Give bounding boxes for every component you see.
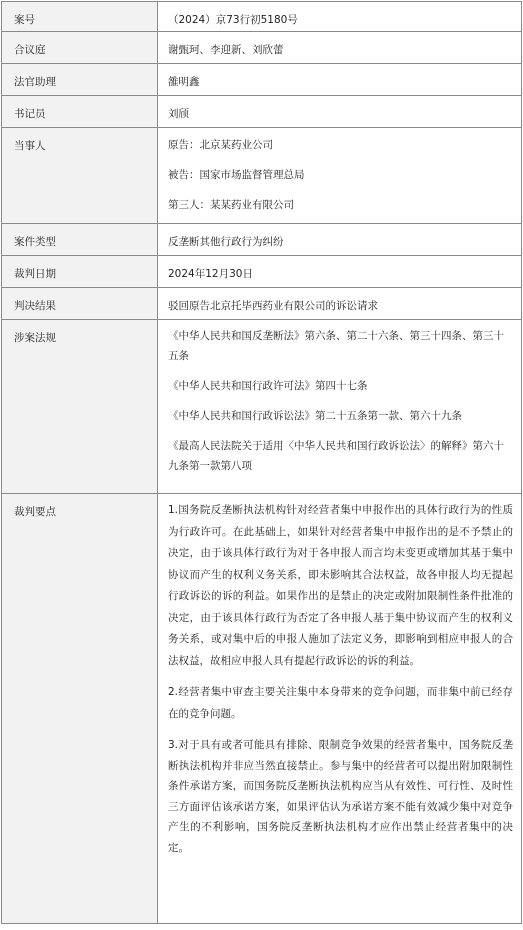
row-clerk: [2, 96, 522, 128]
label-laws: 涉案法规: [2, 320, 158, 494]
value-parties: [158, 128, 522, 224]
law-item: 《中华人民共和国行政许可法》第四十七条: [168, 380, 368, 392]
row-judge-assistant: [2, 64, 522, 96]
value-case-number: （2024）京73行初5180号: [158, 2, 522, 32]
label-judgment-date: 裁判日期: [2, 256, 158, 288]
label-judgment-result: 判决结果: [2, 288, 158, 320]
row-parties: [2, 128, 522, 224]
key-point: 3.对于具有或者可能具有排除、限制竞争效果的经营者集中，国务院反垄断执法机构并非应当然直接禁止。参与集中的经营者可以提出附加限制性条件承诺方案，而国务院反垄断执法机构应当从有效性、可行性、及时性三方面评估该承诺方案，如果评估认为承诺方案不能有效减少集中对竞争产生的不利影响，国务院反垄断执法机构才应作出禁止经营者集中的决定。: [168, 739, 513, 854]
row-panel: [2, 32, 522, 64]
label-parties: 当事人: [2, 128, 158, 224]
key-point: 2.经营者集中审查主要关注集中本身带来的竞争问题，而非集中前已经存在的竞争问题。: [168, 686, 513, 720]
case-info-document: [1, 1, 521, 924]
party-plaintiff: 原告：北京某药业公司: [168, 139, 273, 151]
label-judge-assistant: 法官助理: [2, 64, 158, 96]
row-judgment-date: [2, 256, 522, 288]
value-judgment-date: 2024年12月30日: [158, 256, 522, 288]
law-item: 《最高人民法院关于适用〈中华人民共和国行政诉讼法〉的解释》第六十九条第一款第八项: [168, 440, 504, 472]
row-case-number: [2, 2, 522, 32]
label-case-number: 案号: [2, 2, 158, 32]
value-judge-assistant: 雒明鑫: [158, 64, 522, 96]
case-info-table: [1, 1, 522, 924]
law-item: 《中华人民共和国行政诉讼法》第二十五条第一款、第六十九条: [168, 410, 462, 422]
row-judgment-result: [2, 288, 522, 320]
party-defendant: 被告：国家市场监督管理总局: [168, 169, 305, 181]
key-point: 1.国务院反垄断执法机构针对经营者集中申报作出的具体行政行为的性质为行政许可。在此基础上，如果针对经营者集中申报作出的是不予禁止的决定，由于该具体行政行为对于各申报人而言均未变更或增加其基于集中协议而产生的权利义务关系，即未影响其合法权益，故各申报人均无提起行政诉讼的诉的利益。如果作出的是禁止的决定或附加限制性条件批准的决定，由于该具体行政行为否定了各申报人基于集中协议而产生的权利义务关系，或对集中后的申报人施加了法定义务，即影响到相应申报人的合法权益，故相应申报人具有提起行政诉讼的诉的利益。: [168, 504, 513, 667]
value-clerk: 刘颀: [158, 96, 522, 128]
row-key-points: [2, 494, 522, 924]
value-key-points: [158, 494, 522, 924]
law-item: 《中华人民共和国反垄断法》第六条、第二十六条、第三十四条、第三十五条: [168, 330, 504, 362]
label-clerk: 书记员: [2, 96, 158, 128]
label-key-points: 裁判要点: [2, 494, 158, 924]
label-panel: 合议庭: [2, 32, 158, 64]
value-panel: 谢甄珂、李迎新、刘欣蕾: [158, 32, 522, 64]
row-case-type: [2, 224, 522, 256]
value-case-type: 反垄断其他行政行为纠纷: [158, 224, 522, 256]
value-judgment-result: 驳回原告北京托毕西药业有限公司的诉讼请求: [158, 288, 522, 320]
party-third: 第三人：某某药业有限公司: [168, 199, 294, 211]
value-laws: [158, 320, 522, 494]
row-laws: [2, 320, 522, 494]
label-case-type: 案件类型: [2, 224, 158, 256]
